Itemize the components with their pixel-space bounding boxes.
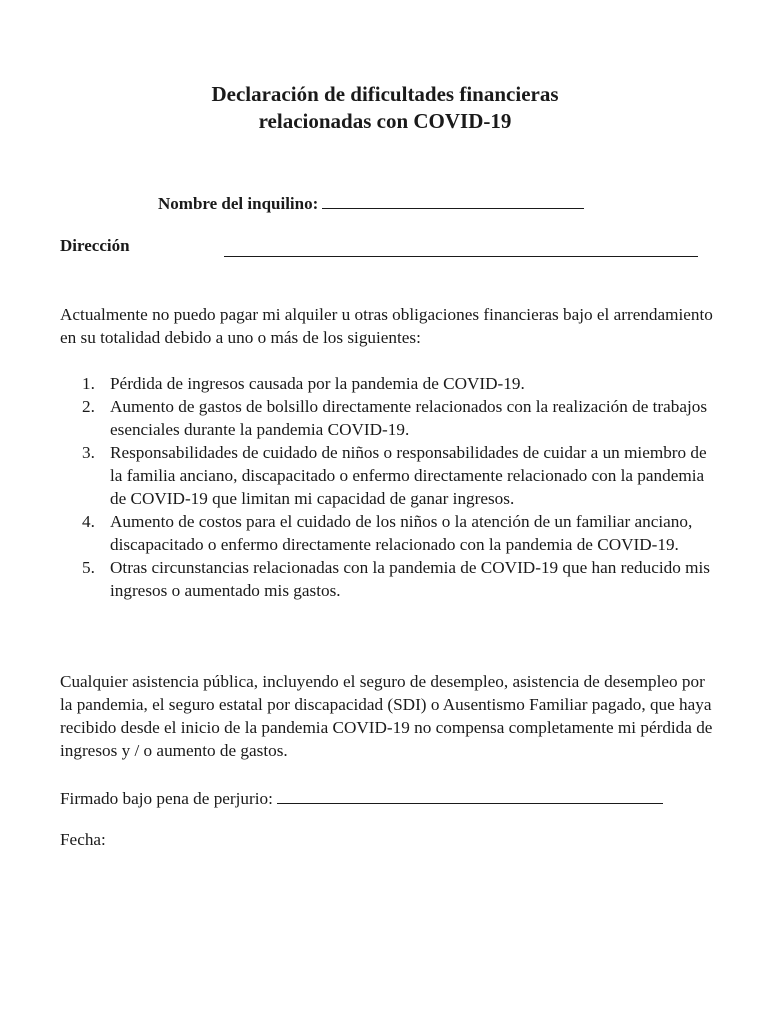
assistance-paragraph: Cualquier asistencia pública, incluyendo el seguro de desempleo, asistencia de desempleo por la pandemia, el seguro estatal por discapacidad (SDI) o Ausentismo Familiar pagado, que haya recibido desde el inicio de la pandemia COVID-19 no compensa completamente mi pérdida de ingresos y / o aumento de gastos. — [60, 672, 713, 760]
list-item-number: 3. — [82, 443, 95, 462]
tenant-name-blank[interactable] — [322, 192, 584, 209]
list-item-number: 2. — [82, 397, 95, 416]
signature-blank[interactable] — [277, 787, 663, 804]
list-item-text: Pérdida de ingresos causada por la pandemia de COVID-19. — [110, 374, 525, 393]
signature-field — [60, 787, 663, 810]
reasons-list — [82, 372, 722, 602]
signature-label: Firmado bajo pena de perjurio: — [60, 789, 273, 808]
list-item-number: 1. — [82, 374, 95, 393]
tenant-name-label: Nombre del inquilino: — [158, 194, 319, 213]
list-item-number: 4. — [82, 512, 95, 531]
document-title-line2: relacionadas con COVID-19 — [258, 109, 512, 133]
list-item — [82, 510, 722, 556]
list-item — [82, 372, 722, 395]
list-item — [82, 395, 722, 441]
date-label: Fecha: — [60, 830, 106, 849]
tenant-name-field — [158, 192, 584, 215]
list-item — [82, 556, 722, 602]
list-item-text: Aumento de gastos de bolsillo directamente relacionados con la realización de trabajos esenciales durante la pandemia COVID-19. — [110, 397, 708, 439]
list-item-number: 5. — [82, 558, 95, 577]
list-item-text: Aumento de costos para el cuidado de los niños o la atención de un familiar anciano, discapacitado o enfermo directamente relacionado con la pandemia de COVID-19. — [110, 512, 693, 554]
list-item — [82, 441, 722, 510]
address-blank[interactable] — [224, 256, 698, 257]
intro-paragraph: Actualmente no puedo pagar mi alquiler u otras obligaciones financieras bajo el arrendamiento en su totalidad debido a uno o más de los siguientes: — [60, 305, 713, 347]
list-item-text: Responsabilidades de cuidado de niños o responsabilidades de cuidar a un miembro de la familia anciano, discapacitado o enfermo directamente relacionado con la pandemia de COVID-19 que limitan mi capacidad de ganar ingresos. — [110, 443, 707, 508]
address-label: Dirección — [60, 236, 130, 255]
document-title-line1: Declaración de dificultades financieras — [211, 82, 559, 106]
list-item-text: Otras circunstancias relacionadas con la pandemia de COVID-19 que han reducido mis ingresos o aumentado mis gastos. — [110, 558, 710, 600]
